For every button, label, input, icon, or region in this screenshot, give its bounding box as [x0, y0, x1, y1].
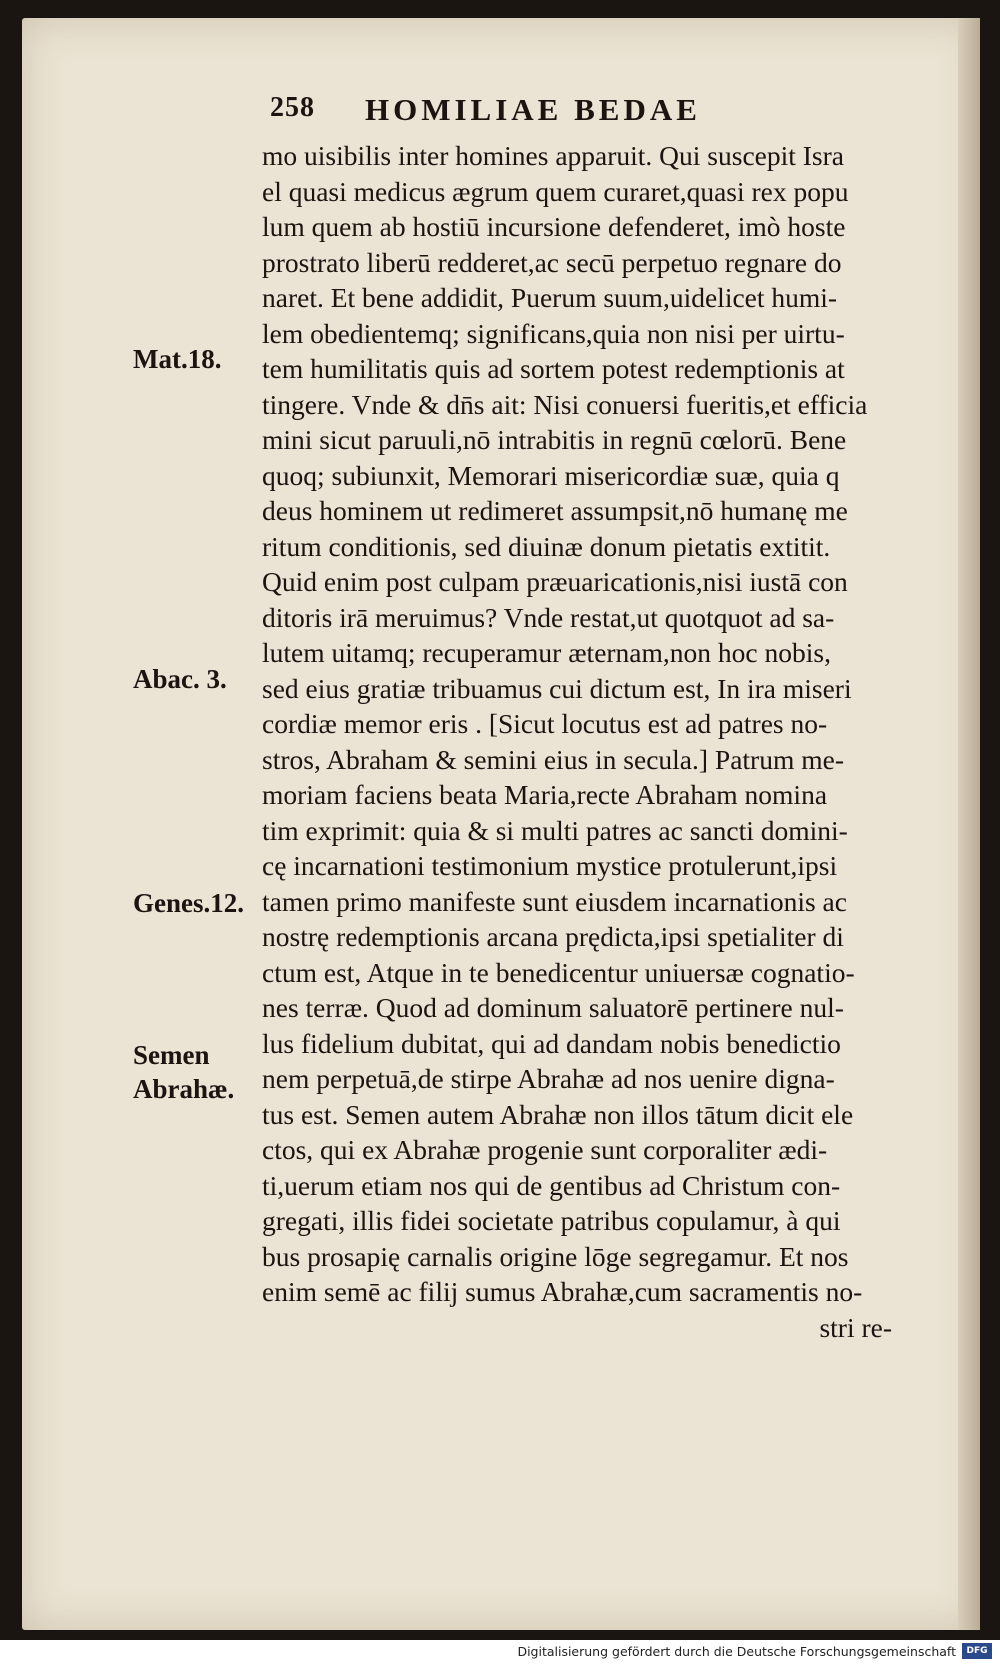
text-line: cę incarnationi testimonium mystice protulerunt,ipsi	[262, 850, 838, 881]
text-line: mo uisibilis inter homines apparuit. Qui suscepit Isra	[262, 140, 844, 171]
text-line: quoq; subiunxit, Memorari misericordiæ suæ, quia q	[262, 459, 840, 491]
text-line: ti,uerum etiam nos qui de gentibus ad Christum con-	[262, 1169, 841, 1201]
text-line: bus prosapię carnalis origine lōge segregamur. Et nos	[262, 1240, 849, 1272]
text-line: ctum est, Atque in te benedicentur uniuersæ cognatio-	[262, 956, 855, 988]
text-line: mini sicut paruuli,nō intrabitis in regnū cœlorū. Bene	[262, 424, 847, 455]
margin-note-genes: Genes.12.	[133, 888, 244, 918]
text-line: lus fidelium dubitat, qui ad dandam nobis benedictio	[262, 1027, 841, 1059]
page-edge	[958, 18, 980, 1630]
text-line: lum quem ab hostiū incursione defenderet, imò hoste	[262, 211, 846, 242]
text-line: tamen primo manifeste sunt eiusdem incarnationis ac	[262, 885, 847, 917]
text-line: moriam faciens beata Maria,recte Abraham nomina	[262, 779, 828, 810]
text-line: nem perpetuā,de stirpe Abrahæ ad nos uenire digna-	[262, 1063, 835, 1094]
page-number: 258	[270, 92, 315, 123]
text-line: tem humilitatis quis ad sortem potest redemptionis at	[262, 353, 845, 384]
text-line: stros, Abraham & semini eius in secula.] Patrum me-	[262, 743, 844, 775]
footer-credit: Digitalisierung gefördert durch die Deutsche Forschungsgemeinschaft	[517, 1644, 956, 1659]
text-line: nostrę redemptionis arcana prędicta,ipsi spetialiter di	[262, 921, 844, 952]
margin-note-mat: Mat.18.	[133, 344, 222, 374]
text-line: prostrato liberū redderet,ac secū perpetuo regnare do	[262, 246, 842, 278]
text-line: tim exprimit: quia & si multi patres ac sancti domini-	[262, 814, 848, 846]
margin-note-semen-line-2: Abrahæ.	[133, 1074, 235, 1104]
text-line: ditoris irā meruimus? Vnde restat,ut quotquot ad sa-	[262, 601, 835, 633]
text-line: lutem uitamq; recuperamur æternam,non hoc nobis,	[262, 637, 831, 668]
margin-note-semen-line-1: Semen	[133, 1040, 210, 1070]
text-line: tingere. Vnde & dn̄s ait: Nisi conuersi fueritis,et efficia	[262, 388, 868, 420]
text-line: ritum conditionis, sed diuinæ donum pietatis extitit.	[262, 530, 831, 562]
text-line: Quid enim post culpam præuaricationis,nisi iustā con	[262, 566, 848, 597]
text-line: naret. Et bene addidit, Puerum suum,uidelicet humi-	[262, 282, 838, 313]
text-line: enim semē ac filij sumus Abrahæ,cum sacramentis no-	[262, 1276, 863, 1307]
text-line: ctos, qui ex Abrahæ progenie sunt corporaliter ædi-	[262, 1134, 828, 1165]
catchword: stri re-	[819, 1311, 892, 1343]
footer-strip	[0, 1640, 1000, 1668]
text-line: nes terræ. Quod ad dominum saluatorē pertinere nul-	[262, 992, 844, 1023]
running-title: HOMILIAE BEDAE	[365, 92, 701, 127]
text-line: deus hominem ut redimeret assumpsit,nō humanę me	[262, 495, 848, 526]
body-text	[262, 138, 952, 1345]
text-line: el quasi medicus ægrum quem curaret,quasi rex popu	[262, 175, 849, 207]
dfg-logo: DFG	[962, 1643, 992, 1659]
text-line: sed eius gratiæ tribuamus cui dictum est, In ira miseri	[262, 672, 852, 704]
text-line: lem obedientemq; significans,quia non nisi per uirtu-	[262, 317, 845, 349]
text-line: cordiæ memor eris . [Sicut locutus est ad patres no-	[262, 708, 828, 739]
page-header	[270, 92, 830, 132]
margin-note-semen	[133, 1038, 234, 1106]
margin-note-abac: Abac. 3.	[133, 664, 227, 694]
text-line: tus est. Semen autem Abrahæ non illos tātum dicit ele	[262, 1098, 854, 1130]
text-line: gregati, illis fidei societate patribus copulamur, à qui	[262, 1205, 841, 1236]
